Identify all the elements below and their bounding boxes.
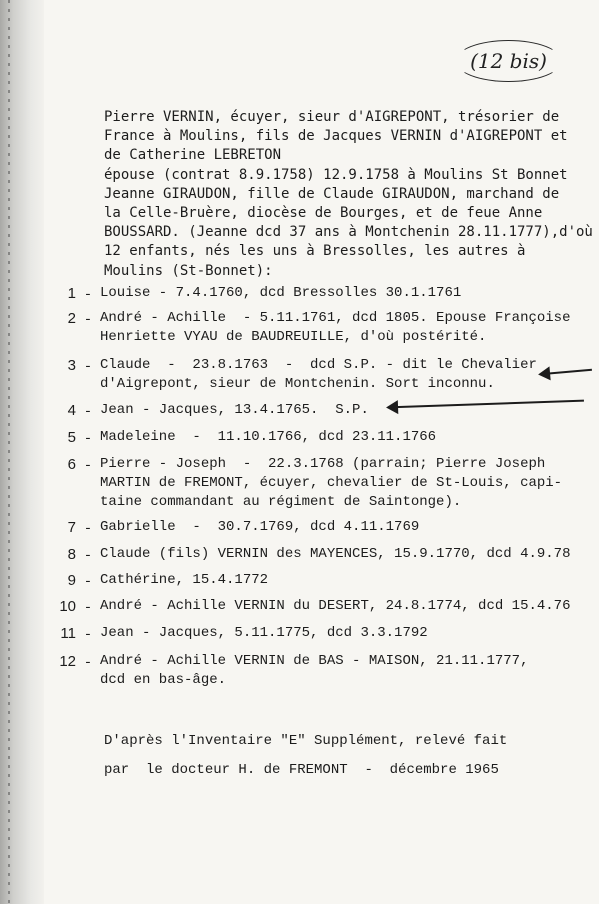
intro-line: Moulins (St-Bonnet): — [104, 262, 273, 279]
intro-line: la Celle-Bruère, diocèse de Bourges, et de feue Anne — [104, 205, 543, 222]
child-text — [100, 455, 562, 513]
intro-line: Pierre VERNIN, écuyer, sieur d'AIGREPONT, trésorier de — [104, 109, 560, 125]
child-number: 1 — [67, 285, 76, 302]
child-text — [100, 518, 419, 537]
child-number: 8 — [67, 546, 76, 563]
child-entry — [52, 624, 582, 645]
child-text — [100, 545, 570, 564]
child-text — [100, 428, 436, 447]
child-dash: - — [83, 458, 93, 474]
child-text — [100, 401, 369, 420]
source-line: par le docteur H. de FREMONT - décembre 1965 — [104, 762, 499, 779]
child-line: Madeleine - 11.10.1766, dcd 23.11.1766 — [100, 429, 437, 445]
child-line: André - Achille VERNIN de BAS - MAISON, 21.11.1777, — [100, 653, 529, 669]
child-dash: - — [83, 287, 93, 303]
child-text — [100, 652, 528, 690]
source-note — [104, 732, 574, 779]
intro-line: 12 enfants, nés les uns à Bressolles, les autres à — [104, 243, 526, 260]
child-number: 6 — [67, 456, 76, 473]
child-dash: - — [83, 574, 93, 590]
child-dash: - — [83, 600, 93, 616]
child-number: 7 — [67, 519, 76, 536]
child-number: 9 — [67, 572, 76, 589]
child-text — [100, 309, 570, 347]
source-line: D'après l'Inventaire "E" Supplément, relevé fait — [104, 733, 508, 749]
child-entry — [52, 597, 582, 618]
child-line: Pierre - Joseph - 22.3.1768 (parrain; Pierre Joseph — [100, 456, 546, 472]
intro-line: Jeanne GIRAUDON, fille de Claude GIRAUDON, marchand de — [104, 185, 560, 202]
child-line: Gabrielle - 30.7.1769, dcd 4.11.1769 — [100, 519, 420, 535]
child-dash: - — [83, 627, 93, 643]
child-dash: - — [83, 404, 93, 420]
child-text — [100, 597, 570, 616]
child-entry — [52, 309, 582, 347]
child-number: 3 — [67, 357, 76, 374]
child-line: d'Aigrepont, sieur de Montchenin. Sort inconnu. — [100, 376, 495, 393]
child-entry — [52, 518, 582, 539]
intro-line: épouse (contrat 8.9.1758) 12.9.1758 à Moulins St Bonnet — [104, 166, 568, 183]
child-dash: - — [83, 431, 93, 447]
child-line: André - Achille - 5.11.1761, dcd 1805. Epouse Françoise — [100, 310, 571, 326]
child-line: Henriette VYAU de BAUDREUILLE, d'où postérité. — [100, 329, 487, 346]
page-number: (12 bis) — [455, 40, 562, 82]
child-line: Jean - Jacques, 5.11.1775, dcd 3.3.1792 — [100, 625, 428, 641]
child-number: 2 — [67, 310, 76, 327]
intro-line: France à Moulins, fils de Jacques VERNIN d'AIGREPONT et — [104, 128, 568, 145]
child-line: taine commandant au régiment de Saintonge). — [100, 494, 462, 511]
intro-line: de Catherine LEBRETON — [104, 147, 282, 164]
intro-line: BOUSSARD. (Jeanne dcd 37 ans à Montchenin 28.11.1777),d'où — [104, 224, 593, 241]
child-number: 4 — [67, 402, 76, 419]
child-line: André - Achille VERNIN du DESERT, 24.8.1774, dcd 15.4.76 — [100, 598, 571, 614]
child-entry — [52, 455, 582, 513]
child-number: 12 — [59, 653, 76, 670]
child-line: Claude (fils) VERNIN des MAYENCES, 15.9.1770, dcd 4.9.78 — [100, 546, 571, 562]
child-number: 10 — [59, 598, 76, 615]
intro-paragraph — [104, 108, 593, 281]
child-entry — [52, 652, 582, 690]
child-text — [100, 284, 461, 303]
child-dash: - — [83, 359, 93, 375]
child-line: MARTIN de FREMONT, écuyer, chevalier de St-Louis, capi- — [100, 475, 563, 492]
child-line: Louise - 7.4.1760, dcd Bressolles 30.1.1761 — [100, 285, 462, 301]
child-entry — [52, 428, 582, 449]
child-line: Jean - Jacques, 13.4.1765. S.P. — [100, 402, 369, 418]
child-entry — [52, 356, 582, 394]
scan-left-edge — [0, 0, 44, 904]
child-text — [100, 624, 428, 643]
child-entry — [52, 284, 582, 305]
child-dash: - — [83, 521, 93, 537]
child-number: 11 — [60, 625, 76, 642]
child-line: dcd en bas-âge. — [100, 672, 227, 689]
child-dash: - — [83, 548, 93, 564]
child-line: Claude - 23.8.1763 - dcd S.P. - dit le Chevalier — [100, 357, 537, 373]
child-text — [100, 571, 268, 590]
child-dash: - — [83, 312, 93, 328]
child-number: 5 — [67, 429, 76, 446]
child-entry — [52, 545, 582, 566]
child-text — [100, 356, 537, 394]
child-line: Cathérine, 15.4.1772 — [100, 572, 269, 588]
child-dash: - — [83, 655, 93, 671]
child-entry — [52, 571, 582, 592]
